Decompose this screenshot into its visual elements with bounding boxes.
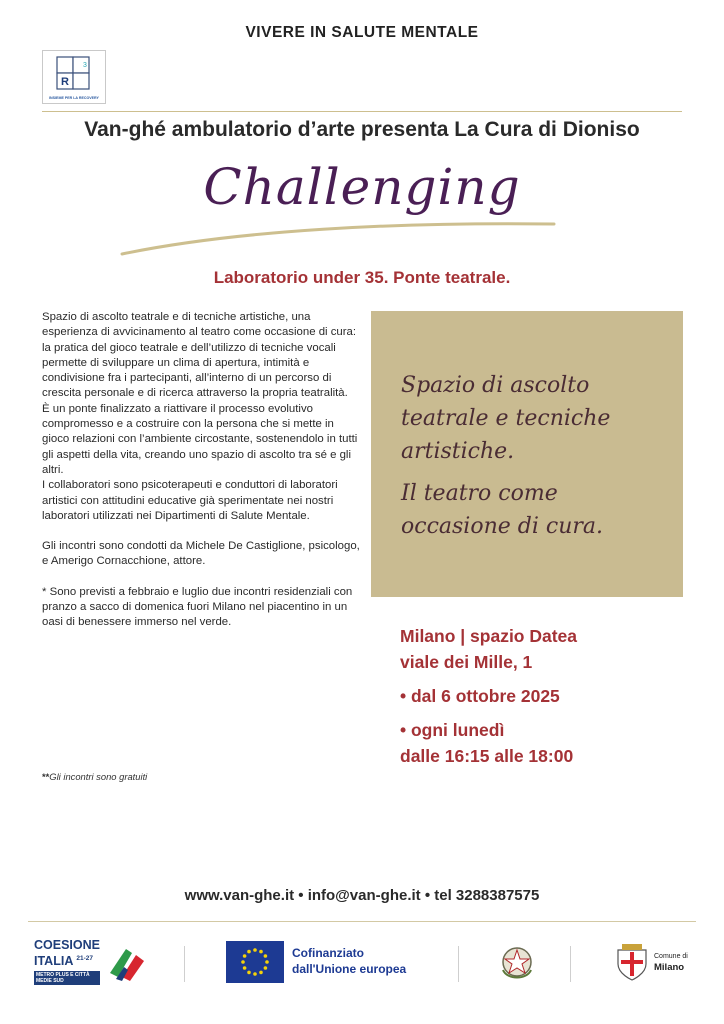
event-title: Challenging (203, 158, 521, 216)
quote-line: Il teatro come occasione di cura. (401, 481, 603, 539)
footer-divider (570, 946, 571, 982)
bottom-divider (28, 921, 696, 922)
description-paragraph: * Sono previsti a febbraio e luglio due incontri residenziali con pranzo a sacco di domenica fuori Milano nel piacentino in un oasi di benessere immerso nel verde. (42, 585, 353, 629)
sponsor-footer (0, 936, 724, 992)
eu-cofinanced-text (292, 945, 406, 977)
event-time: dalle 16:15 alle 18:00 (400, 746, 574, 766)
event-info (400, 623, 690, 769)
coesione-tag: METRO PLUS E CITTÀ MEDIE SUD (34, 971, 100, 985)
eu-line2: dall'Unione europea (292, 962, 407, 976)
free-note (42, 771, 147, 782)
logo-caption: INSIEME PER LA RECOVERY (49, 96, 99, 100)
title-underline-swoosh (118, 210, 558, 258)
contacts-line: www.van-ghe.it • info@van-ghe.it • tel 3288387575 (184, 887, 540, 904)
note-mark: ** (42, 771, 50, 782)
quote-line: Spazio di ascolto teatrale e tecniche artistiche. (401, 373, 611, 464)
puzzle-icon (43, 51, 105, 95)
event-place: Milano | spazio Datea (400, 626, 578, 646)
event-start: • dal 6 ottobre 2025 (400, 686, 560, 706)
footer-divider (458, 946, 459, 982)
description-paragraph: È un ponte finalizzato a riattivare il processo evolutivo compromesso e a costruire con la persona che si mette in gioco relazioni con l’ambiente circostante, sostenendolo in tutti gli aspetti della vita, creando uno spazio di ascolto tra sé e gli altri. (42, 402, 358, 476)
recovery-logo (42, 50, 106, 104)
coesione-italia-logo (34, 939, 154, 989)
description-paragraph: Gli incontri sono condotti da Michele De Castiglione, psicologo, e Amerigo Cornacchione, attore. (42, 540, 360, 568)
description-paragraph: I collaboratori sono psicoterapeuti e conduttori di laboratori artistici con attitudini educative già sperimentate nei nostri laboratori utilizzati nei Dipartimenti di Salute Mentale. (42, 479, 338, 522)
event-address: viale dei Mille, 1 (400, 652, 533, 672)
quote-box (371, 311, 683, 597)
coesione-line2: ITALIA (34, 954, 73, 969)
italian-republic-emblem-icon (497, 942, 537, 984)
coesione-line1: COESIONE (34, 938, 100, 952)
eu-line1: Cofinanziato (292, 946, 364, 960)
footer-divider (184, 946, 185, 982)
milano-small: Comune di (654, 953, 688, 960)
note-text: Gli incontri sono gratuiti (49, 771, 148, 782)
milano-crest-icon (614, 942, 650, 982)
description (42, 310, 360, 631)
top-divider (42, 111, 682, 112)
eu-flag-icon (226, 941, 284, 983)
comune-milano-text (654, 951, 688, 973)
description-paragraph: Spazio di ascolto teatrale e di tecniche artistiche, una esperienza di avvicinamento al teatro come occasione di cura: la pratica del gioco teatrale e dell’utilizzo di tecniche vocali permette di sviluppare un clima di apertura, intimità e condivisione fra i partecipanti, all’interno di un percorso di crescita personale e di ricerca attraverso la propria teatralità. (42, 311, 357, 400)
coesione-arrow-icon (106, 943, 148, 983)
svg-text:3: 3 (83, 62, 87, 69)
svg-text:R: R (61, 76, 69, 88)
coesione-years: 21-27 (76, 955, 93, 962)
event-day: • ogni lunedì (400, 720, 505, 740)
event-subtitle: Laboratorio under 35. Ponte teatrale. (213, 268, 511, 287)
header-title: VIVERE IN SALUTE MENTALE (245, 24, 479, 41)
presents-line: Van-ghé ambulatorio d’arte presenta La Cura di Dioniso (84, 118, 640, 141)
milano-name: Milano (654, 962, 685, 973)
